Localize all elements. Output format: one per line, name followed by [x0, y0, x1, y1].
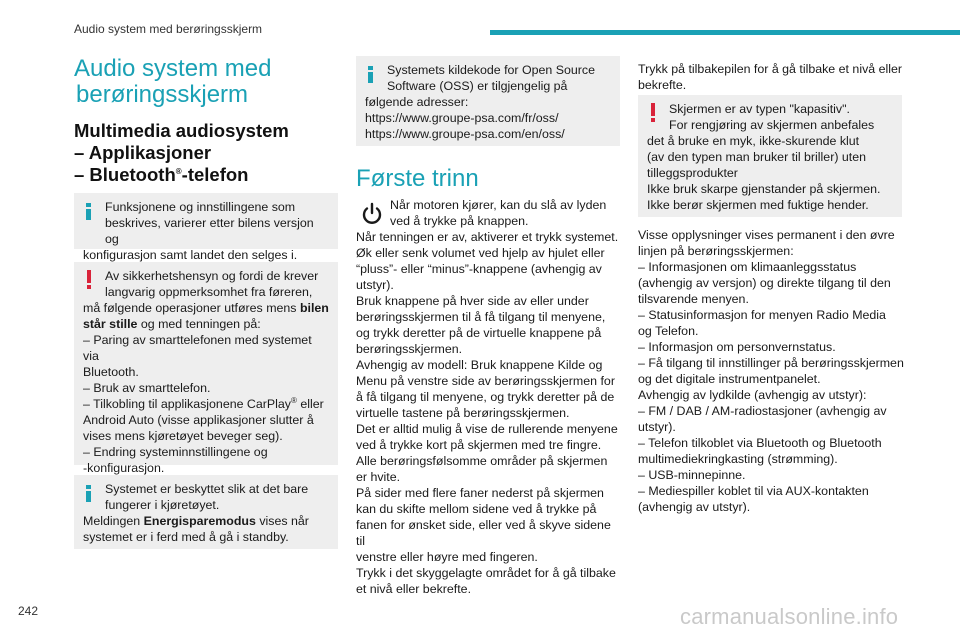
section-title-line: berøringsskjerm [76, 81, 249, 108]
text-line: linjen på berøringsskjermen: [638, 244, 794, 258]
info-note [74, 475, 338, 549]
text-line: berøringsskjermen. [356, 342, 463, 356]
note-line: https://www.groupe-psa.com/fr/oss/ [365, 111, 559, 125]
text-line: – Informasjonen om klimaanleggsstatus [638, 260, 857, 274]
note-text: må følgende operasjoner utføres mens [83, 301, 300, 315]
running-header: Audio system med berøringsskjerm [74, 22, 263, 36]
note-line: – Paring av smarttelefonen med systemet via [83, 333, 312, 363]
note-line: (av den typen man bruker til briller) uten [647, 150, 867, 164]
text-line: et nivå eller bekrefte. [356, 582, 472, 596]
note-line: Systemet er beskyttet slik at det bare [105, 482, 309, 496]
note-text: eller [296, 397, 324, 411]
text-line: – Mediespiller koblet til via AUX-kontakten [638, 484, 869, 498]
text-line: Alle berøringsfølsomme områder på skjermen [356, 454, 608, 468]
text-line: virtuelle tastene på berøringsskjermen. [356, 406, 570, 420]
warning-icon [648, 103, 660, 122]
note-line: langvarig oppmerksomhet fra føreren, [105, 285, 313, 299]
text-line: og trykk deretter på de virtuelle knappene på [356, 326, 602, 340]
text-line: multimediekringkasting (strømming). [638, 452, 838, 466]
note-line: Funksjonene og innstillingene som [105, 200, 296, 214]
chapter-title [74, 120, 289, 186]
section-title: Første trinn [356, 165, 479, 192]
text-line: utstyr). [356, 278, 394, 292]
note-line: systemet er i ferd med å gå i standby. [83, 530, 289, 544]
note-line [83, 300, 329, 316]
note-line: konfigurasjon samt landet den selges i. [83, 248, 298, 262]
note-text: – Tilkobling til applikasjonene CarPlay [83, 397, 292, 411]
note-line: Software (OSS) er tilgjengelig på [387, 79, 568, 93]
note-line: Ikke berør skjermen med fuktige hender. [647, 198, 869, 212]
section-title [74, 56, 271, 108]
note-line [83, 396, 329, 412]
info-icon [83, 200, 95, 220]
text-line: Bruk knappene på hver side av eller under [356, 294, 589, 308]
info-icon [365, 63, 377, 83]
body-text [638, 227, 904, 515]
chapter-title-line: Multimedia audiosystem [74, 120, 289, 141]
text-line: er hvite. [356, 470, 401, 484]
note-line: det å bruke en myk, ikke-skurende klut [647, 134, 860, 148]
text-line: utstyr). [638, 420, 676, 434]
info-note [74, 193, 338, 262]
warning-note [74, 262, 338, 475]
info-icon [83, 482, 95, 502]
note-bold: Energisparemodus [143, 514, 256, 528]
text-line: ved å trykke på knappen. [390, 214, 529, 228]
text-line: tilsvarende menyen. [638, 292, 749, 306]
note-text: og med tenningen på: [137, 317, 261, 331]
text-line: Avhengig av lydkilde (avhengig av utstyr): [638, 388, 867, 402]
note-bold: står stille [83, 317, 138, 331]
note-line: https://www.groupe-psa.com/en/oss/ [365, 127, 565, 141]
text-line: å få tilgang til menyene, og trykk deretter på de [356, 390, 615, 404]
text-line: og det digitale instrumentpanelet. [638, 372, 821, 386]
text-line: – Informasjon om personvernstatus. [638, 340, 836, 354]
text-line: – USB-minnepinne. [638, 468, 746, 482]
chapter-title-text: -telefon [181, 164, 249, 185]
text-line: venstre eller høyre med fingeren. [356, 550, 538, 564]
text-line: fanen for ønsket side, eller ved å skyve sidene til [356, 518, 611, 548]
registered-mark: ® [175, 166, 182, 176]
text-line: bekrefte. [638, 78, 687, 92]
text-line: og Telefon. [638, 324, 699, 338]
note-line: Av sikkerhetshensyn og fordi de krever [105, 269, 319, 283]
text-line: Trykk i det skyggelagte området for å gå tilbake [356, 566, 616, 580]
text-line: Menu på venstre side av berøringsskjermen for [356, 374, 615, 388]
info-note [356, 56, 620, 146]
text-line: – FM / DAB / AM-radiostasjoner (avhengig av [638, 404, 887, 418]
page-number: 242 [18, 604, 39, 618]
registered-mark: ® [291, 395, 297, 405]
text-line: – Statusinformasjon for menyen Radio Media [638, 308, 886, 322]
text-line: På sider med flere faner nederst på skjermen [356, 486, 604, 500]
text-line: Når motoren kjører, kan du slå av lyden [390, 198, 607, 212]
text-line: – Telefon tilkoblet via Bluetooth og Bluetooth [638, 436, 882, 450]
note-text: vises når [255, 514, 309, 528]
body-text [638, 61, 904, 93]
chapter-title-line [74, 164, 289, 186]
text-line: Det er alltid mulig å vise de rullerende menyene [356, 422, 618, 436]
text-line: Øk eller senk volumet ved hjelp av hjulet eller [356, 246, 605, 260]
body-text [356, 197, 622, 597]
chapter-title-text: – Bluetooth [74, 164, 176, 185]
note-line: beskrives, varierer etter bilens versjon og [105, 216, 314, 246]
note-line: – Bruk av smarttelefon. [83, 381, 211, 395]
note-line: Systemets kildekode for Open Source [387, 63, 595, 77]
text-line: ved å trykke kort på skjermen med tre fingre. [356, 438, 602, 452]
note-line: For rengjøring av skjermen anbefales [669, 118, 875, 132]
note-line: fungerer i kjøretøyet. [105, 498, 220, 512]
warning-note [638, 95, 902, 217]
text-line: Trykk på tilbakepilen for å gå tilbake et nivå eller [638, 62, 903, 76]
text-line: (avhengig av utstyr). [638, 500, 751, 514]
text-line: Visse opplysninger vises permanent i den øvre [638, 228, 895, 242]
text-line: (avhengig av versjon) og direkte tilgang til den [638, 276, 891, 290]
note-line: Android Auto (visse applikasjoner slutter å [83, 413, 314, 427]
header-accent-bar [490, 30, 960, 35]
text-line: – Få tilgang til innstillinger på berøringsskjermen [638, 356, 904, 370]
note-line: følgende adresser: [365, 95, 469, 109]
note-line [83, 316, 329, 332]
text-line: “pluss”- eller “minus”-knappene (avhengig av [356, 262, 602, 276]
note-text: Meldingen [83, 514, 144, 528]
note-line: – Endring systeminnstillingene og [83, 445, 268, 459]
note-bold: bilen [299, 301, 329, 315]
note-line: -konfigurasjon. [83, 461, 165, 475]
watermark: carmanualsonline.info [680, 604, 899, 629]
note-line: tilleggsprodukter [647, 166, 738, 180]
note-line: Skjermen er av typen "kapasitiv". [669, 102, 850, 116]
text-line: Avhengig av modell: Bruk knappene Kilde og [356, 358, 603, 372]
note-line: Ikke bruk skarpe gjenstander på skjermen. [647, 182, 881, 196]
text-line: kan du skifte mellom sidene ved å trykke på [356, 502, 597, 516]
text-line: Når tenningen er av, aktiverer et trykk systemet. [356, 230, 619, 244]
note-line [83, 513, 329, 529]
warning-icon [84, 270, 96, 289]
note-line: vises mens kjøretøyet beveger seg). [83, 429, 283, 443]
note-line: Bluetooth. [83, 365, 139, 379]
section-title-line: Audio system med [74, 55, 272, 82]
chapter-title-line: – Applikasjoner [74, 142, 212, 163]
text-line: berøringsskjermen til å få tilgang til menyene, [356, 310, 606, 324]
